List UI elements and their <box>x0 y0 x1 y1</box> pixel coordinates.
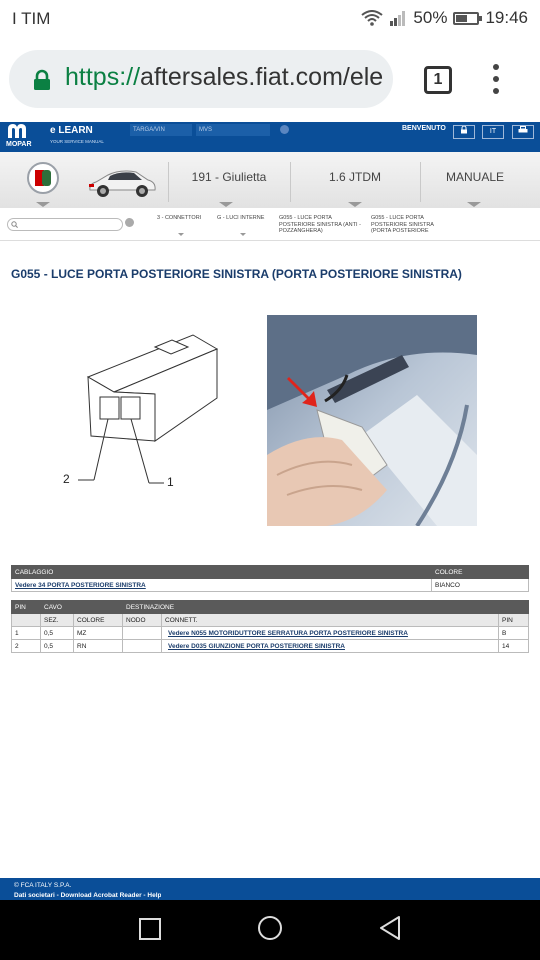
breadcrumb-item[interactable]: G055 - LUCE PORTA POSTERIORE SINISTRA (ANTI - POZZANGHERA) <box>279 215 361 234</box>
printer-icon <box>518 126 528 134</box>
lock-icon <box>31 69 53 91</box>
vehicle-selector-bar <box>0 152 540 208</box>
pin-label-2: 2 <box>63 472 70 486</box>
row-pin: 1 <box>12 627 41 640</box>
alfa-romeo-logo-icon <box>27 162 59 194</box>
pin-table <box>11 600 529 653</box>
back-button[interactable] <box>378 915 402 941</box>
chevron-down-icon[interactable] <box>348 202 362 207</box>
mopar-header <box>0 122 540 152</box>
mopar-wordmark: MOPAR <box>6 141 32 148</box>
chevron-down-icon[interactable] <box>178 233 184 236</box>
site-footer <box>0 878 540 900</box>
breadcrumb-item-current[interactable]: G055 - LUCE PORTA POSTERIORE SINISTRA (PORTA POSTERIORE <box>371 215 434 234</box>
cablaggio-header: CABLAGGIO <box>12 566 432 579</box>
overflow-menu-icon[interactable] <box>492 64 500 94</box>
url-text[interactable] <box>65 63 385 92</box>
search-icon <box>11 221 18 228</box>
cablaggio-link[interactable]: Vedere 34 PORTA POSTERIORE SINISTRA <box>15 581 146 589</box>
mopar-logo-icon <box>6 123 42 139</box>
carrier-label: I TIM <box>12 9 51 28</box>
status-bar <box>0 0 540 38</box>
cablaggio-colore: BIANCO <box>432 579 529 592</box>
row-sez: 0,5 <box>41 640 74 653</box>
elearn-tagline: YOUR SERVICE MANUAL <box>50 139 104 144</box>
search-go-button[interactable] <box>125 218 134 227</box>
page-title: G055 - LUCE PORTA POSTERIORE SINISTRA (PORTA POSTERIORE SINISTRA) <box>11 267 462 281</box>
wifi-icon <box>361 10 383 26</box>
go-icon[interactable] <box>280 125 289 134</box>
breadcrumb-item[interactable]: G - LUCI INTERNE <box>217 215 265 221</box>
row-dest-pin: 14 <box>499 640 529 653</box>
elearn-logo: e LEARN <box>50 125 93 136</box>
url-host: aftersales.fiat.com/ele <box>140 63 384 91</box>
print-button[interactable] <box>512 125 534 139</box>
footer-links[interactable]: Dati societari - Download Acrobat Reader - Help <box>14 892 162 899</box>
nodo-header: NODO <box>123 614 162 627</box>
clock: 19:46 <box>485 8 528 27</box>
table-row <box>12 627 529 640</box>
copyright: © FCA ITALY S.P.A. <box>14 882 72 889</box>
chevron-down-icon[interactable] <box>219 202 233 207</box>
android-nav-bar <box>0 900 540 960</box>
battery-percent: 50% <box>413 8 448 27</box>
table-row <box>12 640 529 653</box>
chevron-down-icon[interactable] <box>467 202 481 207</box>
row-pin: 2 <box>12 640 41 653</box>
location-photo <box>267 315 477 526</box>
recents-button[interactable] <box>139 918 161 940</box>
row-dest-pin: B <box>499 627 529 640</box>
car-image <box>86 164 158 200</box>
engine-selector[interactable]: 1.6 JTDM <box>328 170 381 184</box>
browser-toolbar <box>0 38 540 122</box>
chevron-down-icon[interactable] <box>36 202 50 207</box>
cavo-header: CAVO <box>41 601 123 614</box>
connector-diagram <box>55 325 230 495</box>
model-selector[interactable]: 191 - Giulietta <box>191 170 267 184</box>
url-scheme: https:// <box>65 63 141 91</box>
chevron-down-icon[interactable] <box>240 233 246 236</box>
lock-button[interactable] <box>453 125 475 139</box>
signal-icon <box>389 10 407 26</box>
dest-pin-header: PIN <box>499 614 529 627</box>
tab-switcher-button[interactable]: 1 <box>424 66 452 94</box>
manual-selector[interactable]: MANUALE <box>445 170 504 184</box>
colore-header: COLORE <box>432 566 529 579</box>
row-connett-link[interactable]: Vedere D035 GIUNZIONE PORTA POSTERIORE SINISTRA <box>168 642 345 650</box>
connett-header: CONNETT. <box>162 614 499 627</box>
breadcrumb <box>0 208 540 241</box>
row-sez: 0,5 <box>41 627 74 640</box>
row-nodo <box>123 627 162 640</box>
search-input[interactable] <box>7 218 123 231</box>
row-colore: MZ <box>74 627 123 640</box>
breadcrumb-item[interactable]: 3 - CONNETTORI <box>157 215 202 221</box>
row-connett-link[interactable]: Vedere N055 MOTORIDUTTORE SERRATURA PORTA POSTERIORE SINISTRA <box>168 629 408 637</box>
pin-header: PIN <box>12 601 41 614</box>
vin-input[interactable]: TARGA/VIN <box>130 124 192 136</box>
colore-subheader: COLORE <box>74 614 123 627</box>
destinazione-header: DESTINAZIONE <box>123 601 529 614</box>
status-icons <box>361 8 528 28</box>
sez-header: SEZ. <box>41 614 74 627</box>
row-nodo <box>123 640 162 653</box>
battery-icon <box>453 12 479 25</box>
row-colore: RN <box>74 640 123 653</box>
language-button[interactable]: IT <box>482 125 504 139</box>
home-button[interactable] <box>258 916 282 940</box>
cablaggio-table <box>11 565 529 592</box>
welcome-label: BENVENUTO <box>402 125 446 132</box>
mvs-input[interactable]: MVS <box>196 124 270 136</box>
url-bar[interactable] <box>9 50 393 108</box>
pin-label-1: 1 <box>167 475 174 489</box>
padlock-icon <box>460 126 468 134</box>
